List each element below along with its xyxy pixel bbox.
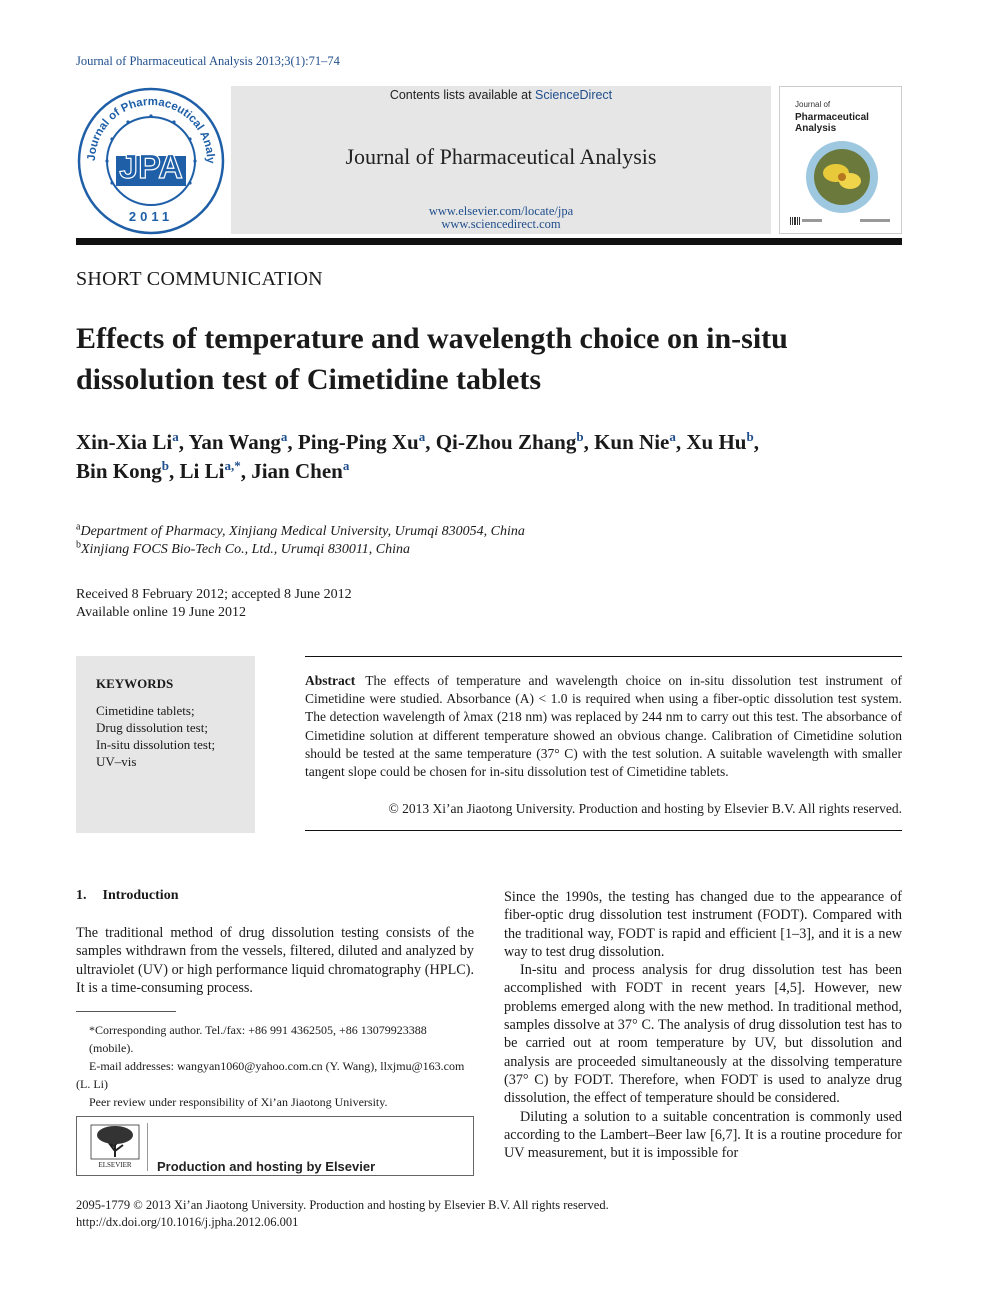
keyword: In-situ dissolution test; [96, 737, 216, 752]
paragraph: The traditional method of drug dissolution testing consists of the samples withdrawn from the vessels, filtered, diluted and analyzed by ultraviolet (UV) or high performance liquid chromatography (HPLC). It is a time-consuming process. [76, 925, 474, 996]
keywords-heading: KEYWORDS [96, 676, 174, 691]
corresponding-author-note: *Corresponding author. Tel./fax: +86 991 4362505, +86 13079923388 (mobile). [89, 1023, 427, 1055]
section-number: 1. [76, 888, 87, 903]
intro-right-column [504, 888, 902, 1162]
masthead [76, 86, 902, 236]
sciencedirect-link[interactable]: ScienceDirect [535, 88, 613, 102]
abstract-top-rule [305, 656, 902, 657]
section-heading-introduction [76, 888, 178, 904]
paragraph: In-situ and process analysis for drug dissolution test has been accomplished with FODT in recent years [4,5]. However, new problems emerged along with the new method. In traditional method, samples dissolve at 37° C. The analysis of drug dissolution test has to be carried out at room temperature by UV, but dissolution and analysis are proceeded simultaneously at the dissolving temperature (37° C) by FODT. Therefore, when FODT is used to analyze drug dissolution, the effect of temperature should be considered. [504, 962, 902, 1107]
author[interactable]: Qi-Zhou Zhang$^b$ [435, 429, 584, 454]
journal-url-elsevier[interactable]: www.elsevier.com/locate/jpa [428, 204, 574, 218]
abstract-text: The effects of temperature and wavelength choice on in-situ dissolution test instrument of Cimetidine were studied. Absorbance (A) < 1.0 is required when using a fiber-optic dissolution test system. The detection wavelength of λmax (218 nm) was replaced by 244 nm to carry out this test. The absorbance of Cimetidine solution at different temperature showed an obvious change. Calibration of Cimetidine solution should be tested at the same temperature (37° C) with the test solution. A suitable wavelength with smaller tangent slope could be chosen for in-situ dissolution test of Cimetidine tablets. [305, 673, 902, 780]
footnotes [76, 1021, 474, 1111]
author[interactable]: Xu Hu$^b$ [686, 429, 754, 454]
cover-flower-image [804, 139, 880, 215]
email-note: E-mail addresses: wangyan1060@yahoo.com.cn (Y. Wang), llxjmu@163.com (L. Li) [76, 1059, 465, 1091]
section-title: Introduction [102, 888, 179, 903]
doi-link[interactable]: http://dx.doi.org/10.1016/j.jpha.2012.06.001 [76, 1215, 299, 1229]
keyword: UV–vis [96, 754, 137, 769]
elsevier-hosting-box [76, 1116, 474, 1176]
contents-line [231, 88, 771, 102]
cover-title [795, 112, 869, 134]
article-type: SHORT COMMUNICATION [76, 268, 323, 290]
abstract-copyright: © 2013 Xi’an Jiaotong University. Production and hosting by Elsevier B.V. All rights reserved. [388, 801, 902, 816]
header-rule [76, 238, 902, 245]
keywords-box [76, 656, 255, 833]
cover-title-line-1: Pharmaceutical [795, 112, 869, 123]
jpa-seal-icon [76, 86, 226, 236]
abstract [305, 672, 902, 781]
paragraph: Diluting a solution to a suitable concentration is commonly used according to the Lambert–Beer law [6,7]. It is a routine procedure for UV measurement, but it is impossible for [504, 1108, 902, 1162]
article-title: Effects of temperature and wavelength choice on in-situ dissolution test of Cimetidine tablets [76, 322, 788, 396]
abstract-heading: Abstract [305, 673, 356, 688]
author[interactable]: Bin Kong$^b$ [76, 458, 170, 483]
contents-prefix: Contents lists available at [389, 88, 536, 102]
journal-title: Journal of Pharmaceutical Analysis [345, 144, 657, 169]
svg-text:Journal of Pharmaceutical Anal: Journal of Pharmaceutical Analy [85, 95, 217, 164]
author[interactable]: Xin-Xia Li$^a$ [76, 429, 179, 454]
journal-banner [231, 86, 771, 234]
svg-text:2011: 2011 [128, 209, 174, 224]
peer-review-note: Peer review under responsibility of Xi’an Jiaotong University. [89, 1095, 388, 1109]
cover-top-text: Journal of [795, 100, 831, 109]
received-date: Received 8 February 2012; accepted 8 June 2012 [76, 587, 352, 602]
elsevier-divider [147, 1123, 148, 1171]
journal-reference: Journal of Pharmaceutical Analysis 2013;3(1):71–74 [76, 54, 340, 68]
cover-title-line-2: Analysis [795, 123, 837, 134]
footnote-rule [76, 1011, 176, 1012]
page-footer [76, 1197, 609, 1231]
online-date: Available online 19 June 2012 [76, 605, 247, 620]
elsevier-tree-icon [89, 1123, 141, 1169]
affiliation-a: $^a$Department of Pharmacy, Xinjiang Medical University, Urumqi 830054, China [76, 521, 525, 539]
author[interactable]: Yan Wang$^a$ [188, 429, 288, 454]
abstract-bottom-rule [305, 830, 902, 831]
paragraph: Since the 1990s, the testing has changed due to the appearance of fiber-optic drug dissolution test instrument (FODT). Compared with the traditional way, FODT is rapid and efficient [1–3], and it is a new way to test drug dissolution. [504, 889, 902, 960]
author-list: Xin-Xia Li$^a$, Yan Wang$^a$, Ping-Ping Xu$^a$, Qi-Zhou Zhang$^b$, Kun Nie$^a$, Xu Hu$^b$, Bin Kong$^b$, Li Li$^{a,*}$, Jian Chen$^a$ [76, 429, 759, 483]
intro-left-paragraph [76, 924, 474, 997]
keyword: Drug dissolution test; [96, 720, 208, 735]
svg-text:JPA: JPA [119, 148, 183, 186]
journal-cover [779, 86, 902, 234]
author[interactable]: Li Li$^{a,*}$ [179, 458, 241, 483]
svg-text:ELSEVIER: ELSEVIER [98, 1161, 132, 1169]
cover-barcode-icon [790, 217, 893, 225]
journal-logo [76, 86, 226, 236]
author[interactable]: Ping-Ping Xu$^a$ [297, 429, 426, 454]
journal-url-sciencedirect[interactable]: www.sciencedirect.com [441, 217, 561, 231]
author[interactable]: Jian Chen$^a$ [251, 458, 350, 483]
issn-copyright: 2095-1779 © 2013 Xi’an Jiaotong University. Production and hosting by Elsevier B.V. All rights reserved. [76, 1198, 609, 1212]
affiliation-b: $^b$Xinjiang FOCS Bio-Tech Co., Ltd., Urumqi 830011, China [76, 539, 411, 557]
keyword: Cimetidine tablets; [96, 703, 195, 718]
elsevier-hosting-label: Production and hosting by Elsevier [157, 1159, 376, 1174]
author[interactable]: Kun Nie$^a$ [594, 429, 676, 454]
